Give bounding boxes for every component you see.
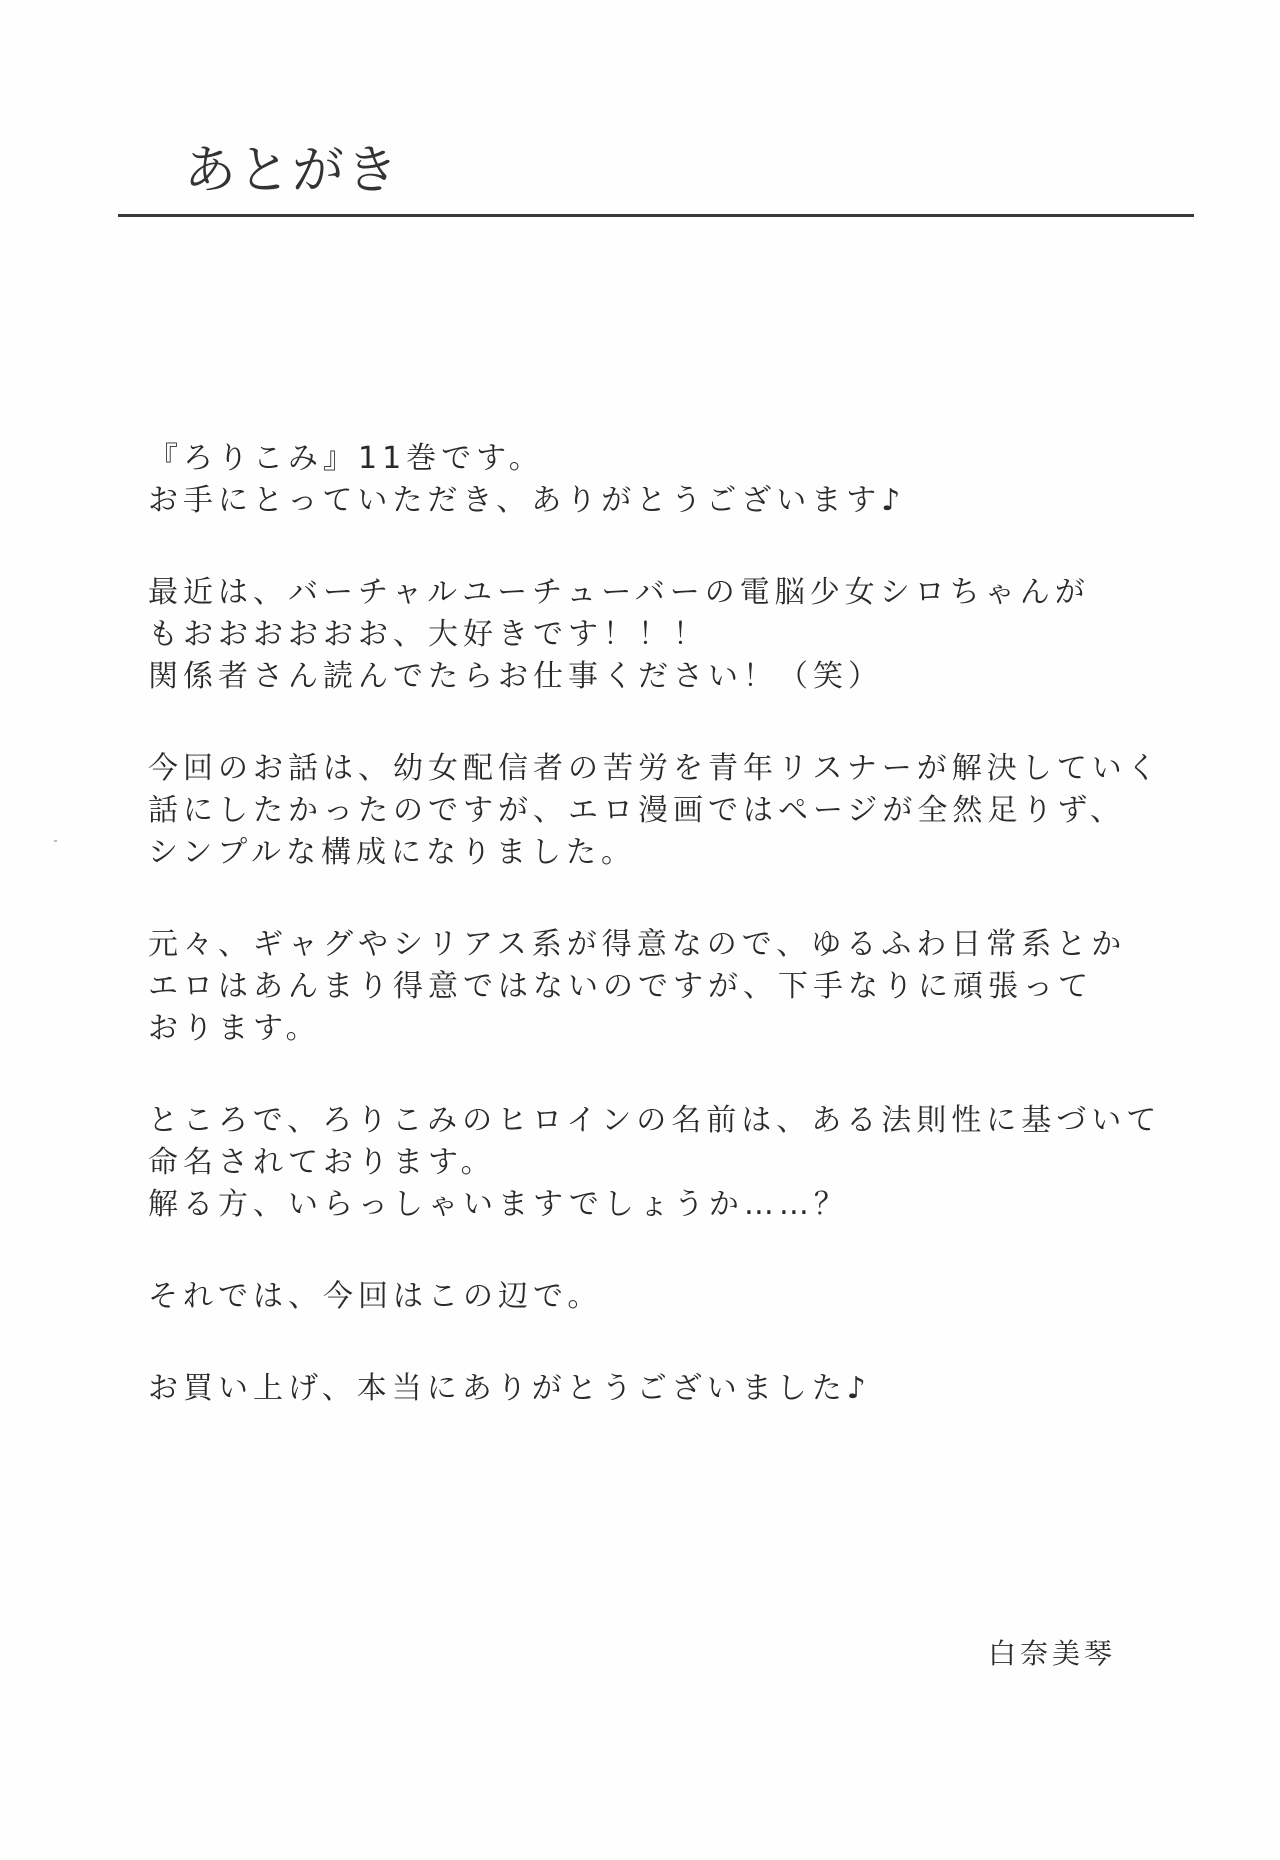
body-line: もおおおおおお、大好きです！！！ xyxy=(148,617,708,652)
author-signature: 白奈美琴 xyxy=(988,1637,1117,1670)
paragraph-gap xyxy=(148,1050,1188,1100)
paper-speck xyxy=(54,840,57,842)
body-line: 元々、ギャグやシリアス系が得意なので、ゆるふわ日常系とか xyxy=(148,927,1127,962)
body-line: ところで、ろりこみのヒロインの名前は、ある法則性に基づいて xyxy=(148,1103,1162,1138)
body-line: 解る方、いらっしゃいますでしょうか……？ xyxy=(148,1187,849,1222)
paragraph-gap xyxy=(148,522,1188,572)
paragraph-gap xyxy=(148,1318,1188,1368)
paragraph-gap xyxy=(148,698,1188,748)
body-line: 『ろりこみ』11巻です。 xyxy=(148,441,544,476)
afterword-body xyxy=(148,438,1188,1410)
body-line: 最近は、バーチャルユーチューバーの電脳少女シロちゃんが xyxy=(148,575,1090,610)
paragraph-gap xyxy=(148,1226,1188,1276)
body-line: おります。 xyxy=(148,1011,321,1046)
body-line: 今回のお話は、幼女配信者の苦労を青年リスナーが解決していく xyxy=(148,751,1162,786)
body-line: シンプルな構成になりました。 xyxy=(148,835,637,870)
body-line: お買い上げ、本当にありがとうございました♪ xyxy=(148,1371,871,1406)
title-divider xyxy=(118,214,1194,217)
body-line: 命名されております。 xyxy=(148,1145,496,1180)
body-line: それでは、今回はこの辺で。 xyxy=(148,1279,603,1314)
body-line: 話にしたかったのですが、エロ漫画ではページが全然足りず、 xyxy=(148,793,1125,828)
body-line: お手にとっていただき、ありがとうございます♪ xyxy=(148,483,906,518)
paragraph-gap xyxy=(148,874,1188,924)
body-line: 関係者さん読んでたらお仕事ください！（笑） xyxy=(148,659,883,694)
page-title: あとがき xyxy=(184,141,401,201)
body-line: エロはあんまり得意ではないのですが、下手なりに頑張って xyxy=(148,969,1093,1004)
